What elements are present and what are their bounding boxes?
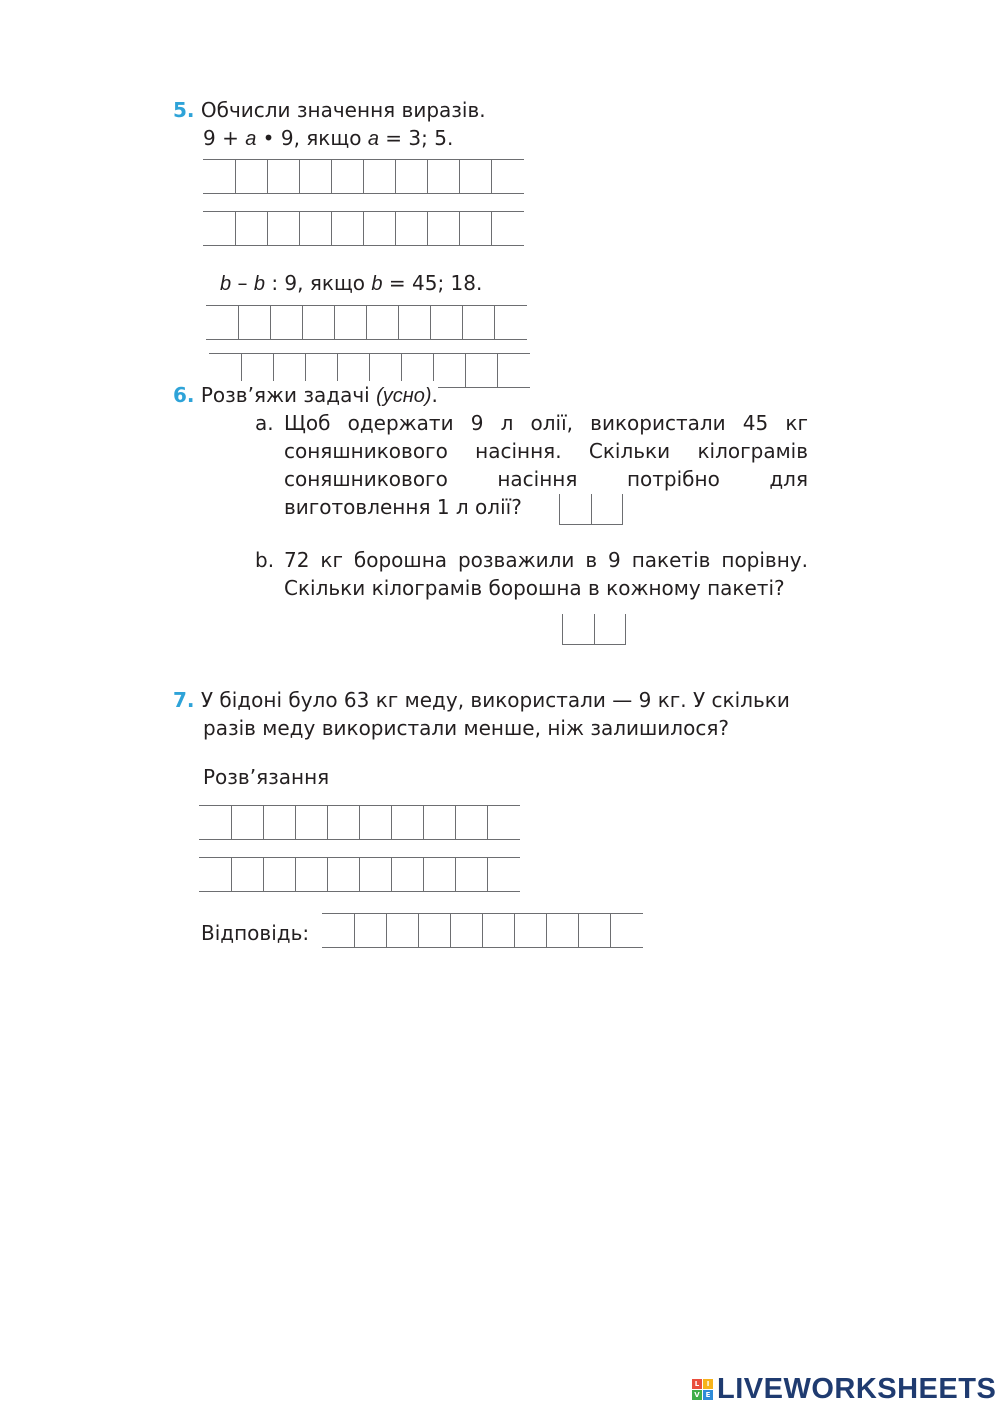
- liveworksheets-wordmark: LIVEWORKSHEETS: [717, 1372, 997, 1405]
- expr2-part: : 9, якщо: [264, 271, 372, 295]
- answer-grid-row[interactable]: [199, 805, 520, 840]
- expr2-part: –: [231, 271, 254, 295]
- answer-grid-row[interactable]: [206, 305, 527, 340]
- answer-grid-row[interactable]: [322, 913, 643, 948]
- expr1-part: 9 +: [203, 126, 246, 150]
- task-6-number: 6.: [173, 383, 195, 407]
- task-5-expression-1: [203, 124, 453, 154]
- task-6-dot: .: [431, 383, 438, 407]
- task-7-line-1: У бідоні було 63 кг меду, використали — 9 кг. У скільки: [200, 688, 790, 712]
- task-5-heading: [173, 96, 486, 125]
- variable-b: b: [253, 273, 265, 295]
- problem-a-text: [284, 409, 808, 521]
- answer-box-a[interactable]: [559, 494, 623, 525]
- problem-a-marker: a.: [255, 411, 274, 435]
- expr1-part: • 9, якщо: [256, 126, 368, 150]
- task-5-title: Обчисли значення виразів.: [200, 98, 486, 122]
- task-7-line-2: разів меду використали менше, ніж залишилося?: [203, 716, 729, 740]
- solution-label: Розв’язання: [203, 765, 330, 789]
- expr2-part: = 45; 18.: [382, 271, 483, 295]
- mark-letter: I: [703, 1379, 713, 1389]
- problem-a-line: Щоб одержати 9 л олії, використали 45 кг: [284, 411, 808, 435]
- variable-a: a: [245, 128, 257, 150]
- task-5-expression-2: [220, 269, 482, 299]
- task-6-title: Розв’яжи задачі: [200, 383, 377, 407]
- variable-b: b: [371, 273, 383, 295]
- problem-b-marker: b.: [255, 548, 275, 572]
- problem-a-line: виготовлення 1 л олії?: [284, 495, 522, 519]
- task-7-heading: [173, 686, 790, 715]
- liveworksheets-logo: [692, 1372, 996, 1406]
- variable-b: b: [220, 273, 232, 295]
- answer-grid-row[interactable]: [203, 211, 524, 246]
- mark-letter: L: [692, 1379, 702, 1389]
- task-6-heading: [173, 381, 438, 411]
- problem-b-text: [284, 546, 808, 602]
- answer-label: Відповідь:: [201, 921, 310, 945]
- problem-a-line: соняшникового насіння потрібно для: [284, 467, 808, 491]
- mark-letter: V: [692, 1390, 702, 1400]
- problem-b-line: 72 кг борошна розважили в 9 пакетів порівну.: [284, 548, 808, 572]
- mark-letter: E: [703, 1390, 713, 1400]
- problem-b-line: Скільки кілограмів борошна в кожному пакеті?: [284, 576, 785, 600]
- answer-grid-row[interactable]: [199, 857, 520, 892]
- expr1-part: = 3; 5.: [378, 126, 454, 150]
- problem-a-line: соняшникового насіння. Скільки кілограмів: [284, 439, 808, 463]
- task-6-note: (усно): [376, 385, 432, 407]
- answer-box-b[interactable]: [562, 614, 626, 645]
- answer-grid-row[interactable]: [203, 159, 524, 194]
- task-7-number: 7.: [173, 688, 195, 712]
- liveworksheets-mark-icon: [692, 1379, 713, 1400]
- task-5-number: 5.: [173, 98, 195, 122]
- variable-a: a: [367, 128, 379, 150]
